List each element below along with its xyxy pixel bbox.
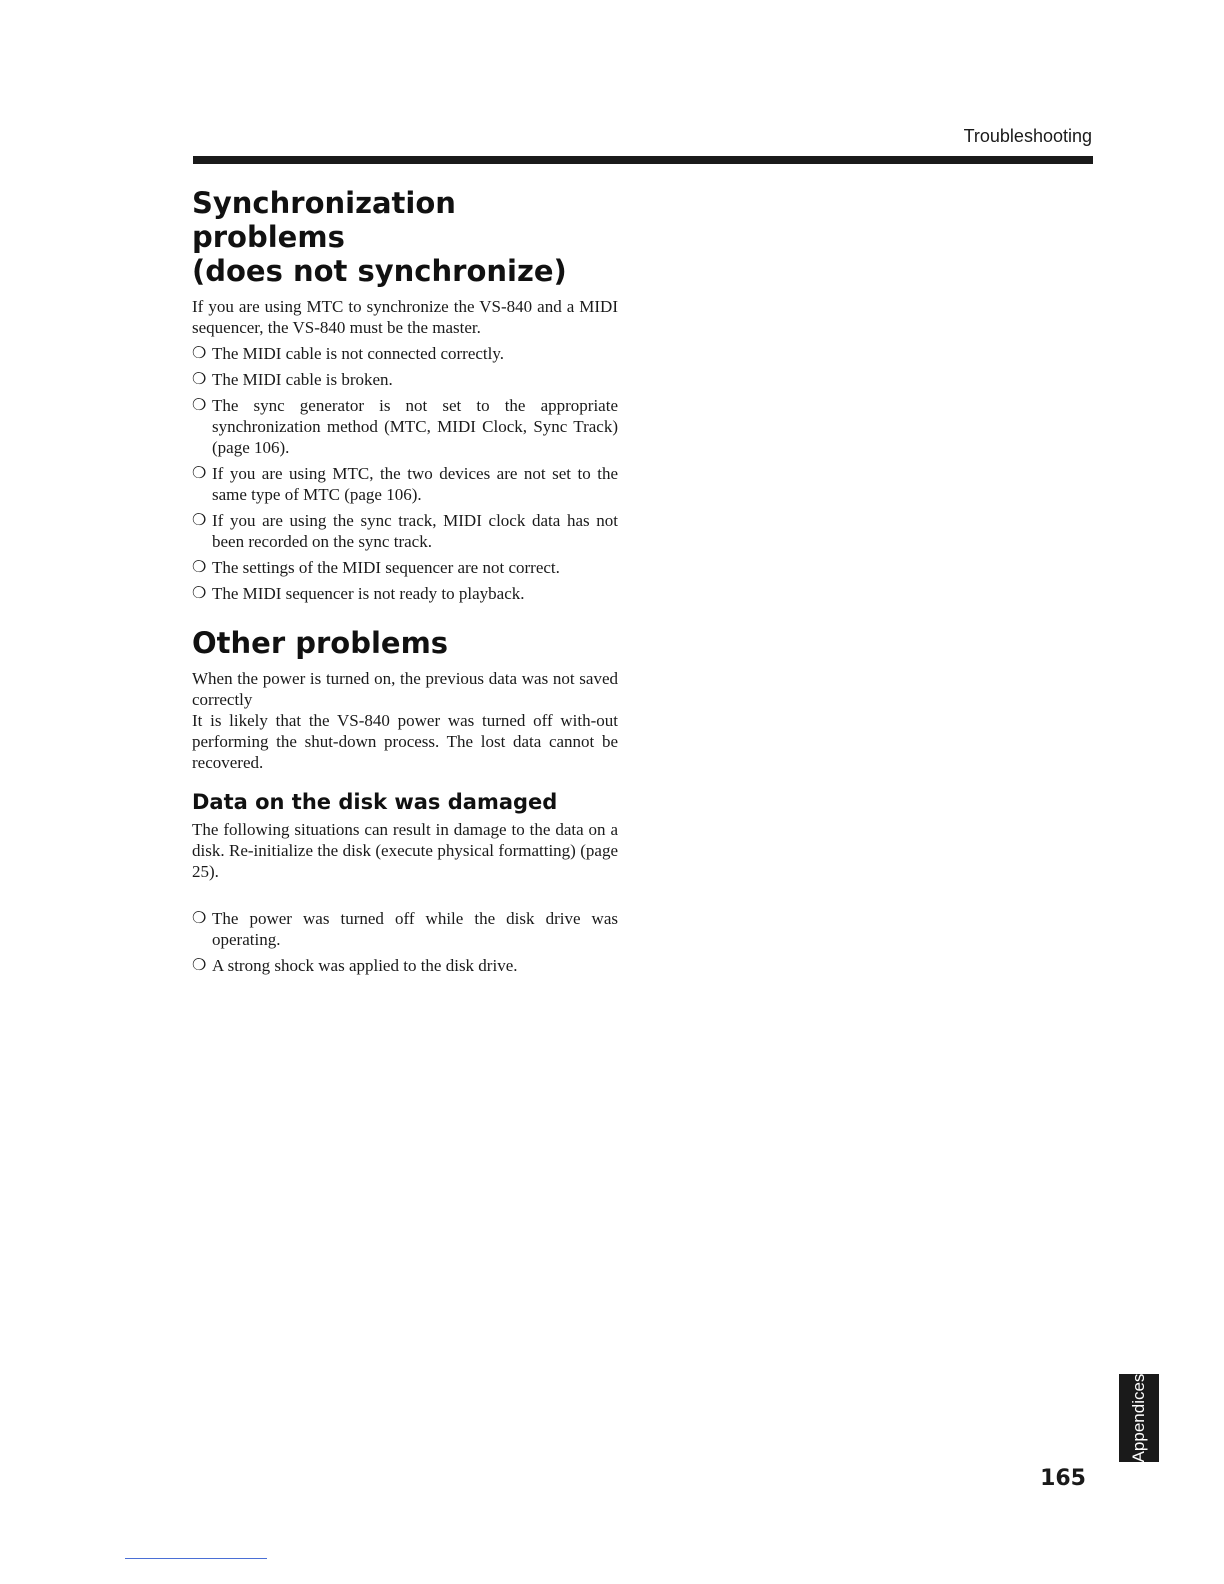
- list-item: ❍ The MIDI cable is not connected correctly.: [192, 344, 505, 363]
- circle-bullet-icon: ❍: [192, 957, 207, 974]
- sync-cause-list: [192, 343, 618, 604]
- circle-bullet-icon: ❍: [192, 512, 207, 529]
- list-item: ❍ The sync generator is not set to the appropriate synchronization method (MTC, MIDI Clock, Sync Track) (page 106).: [192, 396, 618, 457]
- header-rule: [193, 156, 1093, 164]
- disk-intro: The following situations can result in damage to the data on a disk. Re-initialize the disk (execute physical formatting) (page 25).: [192, 820, 618, 881]
- circle-bullet-icon: ❍: [192, 397, 207, 414]
- appendices-tab-label: Appendices: [1129, 1373, 1148, 1463]
- main-content: [192, 186, 618, 976]
- circle-bullet-icon: ❍: [192, 559, 207, 576]
- circle-bullet-icon: ❍: [192, 345, 207, 362]
- sync-title-line1: Synchronization problems: [192, 186, 456, 254]
- list-item: ❍ The MIDI sequencer is not ready to playback.: [192, 584, 525, 603]
- appendices-tab: [1119, 1374, 1159, 1462]
- sync-intro: If you are using MTC to synchronize the VS-840 and a MIDI sequencer, the VS-840 must be the master.: [192, 297, 618, 337]
- running-header: Troubleshooting: [963, 126, 1092, 146]
- disk-section-title: Data on the disk was damaged: [192, 790, 558, 814]
- footer-line: [125, 1558, 267, 1559]
- list-item: ❍ A strong shock was applied to the disk drive.: [192, 956, 518, 975]
- other-section-title: Other problems: [192, 626, 449, 660]
- list-item: ❍ The settings of the MIDI sequencer are not correct.: [192, 558, 560, 577]
- circle-bullet-icon: ❍: [192, 910, 207, 927]
- list-item: ❍ The power was turned off while the disk drive was operating.: [192, 909, 618, 949]
- list-item: ❍ The MIDI cable is broken.: [192, 370, 393, 389]
- disk-cause-list: [192, 908, 618, 976]
- circle-bullet-icon: ❍: [192, 465, 207, 482]
- list-item: ❍ If you are using the sync track, MIDI clock data has not been recorded on the sync track.: [192, 511, 618, 551]
- other-para-1: When the power is turned on, the previous data was not saved correctly: [192, 669, 618, 709]
- list-item: ❍ If you are using MTC, the two devices are not set to the same type of MTC (page 106).: [192, 464, 618, 504]
- page-number: 165: [1040, 1466, 1086, 1491]
- circle-bullet-icon: ❍: [192, 585, 207, 602]
- circle-bullet-icon: ❍: [192, 371, 207, 388]
- sync-title-line2: (does not synchronize): [192, 254, 567, 288]
- sync-section-title: [192, 186, 618, 288]
- other-para-2: It is likely that the VS-840 power was turned off with-out performing the shut-down process. The lost data cannot be recovered.: [192, 711, 618, 772]
